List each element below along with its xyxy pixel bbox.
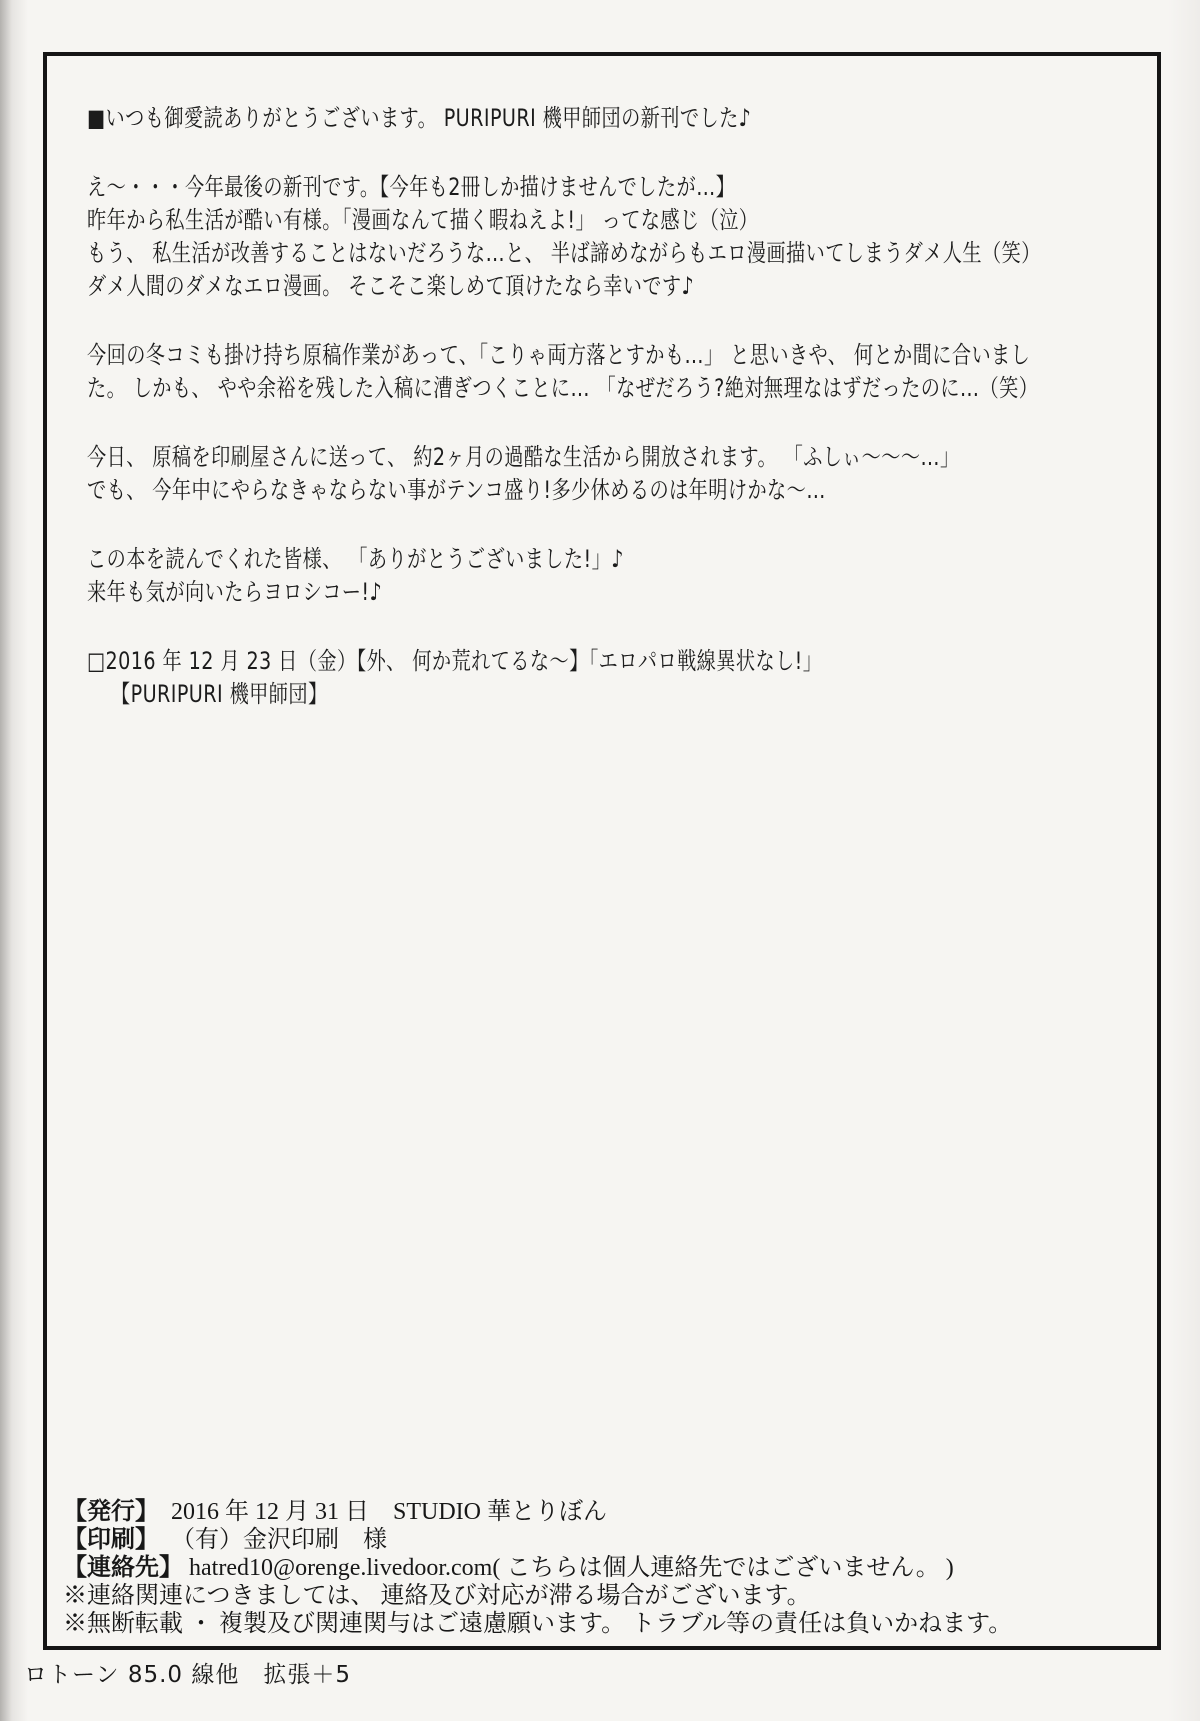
printer-row [63, 1526, 1141, 1554]
no-reproduction-note: ※無断転載 ・ 複製及び関連関与はご遠慮願います。 トラブル等の責任は負いかねます。 [63, 1611, 1013, 1637]
contact-row [63, 1554, 1141, 1582]
text-line: え〜・・・今年最後の新刊です。【今年も2冊しか描けませんでしたが…】 [87, 173, 736, 201]
afterword-paragraph-1 [87, 171, 1129, 303]
contact-email-value: hatred10@orenge.livedoor.com( こちらは個人連絡先ではございません。 ) [189, 1555, 954, 1581]
signature-paragraph [87, 645, 1129, 711]
text-line: 今日、 原稿を印刷屋さんに送って、 約2ヶ月の過酷な生活から開放されます。 「ふしぃ〜〜〜…」 [87, 443, 960, 471]
publisher-row [63, 1498, 1141, 1526]
text-line: た。 しかも、 やや余裕を残した入稿に漕ぎつくことに… 「なぜだろう?絶対無理なはずだったのに…（笑） [87, 374, 1039, 402]
afterword-paragraph-2 [87, 339, 1129, 405]
publisher-value: 2016 年 12 月 31 日 STUDIO 華とりぼん [171, 1499, 607, 1525]
text-line: もう、 私生活が改善することはないだろうな…と、 半ば諦めながらもエロ漫画描いてしまうダメ人生（笑） [87, 239, 1041, 267]
thanks-paragraph [87, 543, 1129, 609]
text-line: 今回の冬コミも掛け持ち原稿作業があって、「こりゃ両方落とすかも…」 と思いきや、 何とか間に合いまし [87, 341, 1031, 369]
circle-name-line: 【PURIPURI 機甲師団】 [111, 680, 328, 708]
text-line: 昨年から私生活が酷い有様。「漫画なんて描く暇ねえよ!」 ってな感じ（泣） [87, 206, 759, 234]
intro-line: ■いつも御愛読ありがとうございます。 PURIPURI 機甲師団の新刊でした♪ [87, 104, 752, 132]
contact-delay-note: ※連絡関連につきましては、 連絡及び対応が滞る場合がございます。 [63, 1583, 811, 1609]
tone-spec-note: ロトーン 85.0 線他 拡張＋5 [24, 1662, 352, 1688]
text-line: この本を読んでくれた皆様、 「ありがとうございました!」♪ [87, 545, 624, 573]
publisher-label: 【発行】 [63, 1499, 159, 1525]
afterword-paragraph-3 [87, 441, 1129, 507]
date-line: □2016 年 12 月 23 日（金）【外、 何か荒れてるな〜】「エロパロ戦線異状なし!」 [87, 647, 823, 675]
text-line: ダメ人間のダメなエロ漫画。 そこそこ楽しめて頂けたなら幸いです♪ [87, 272, 695, 300]
printer-label: 【印刷】 [63, 1527, 159, 1553]
colophon [63, 1498, 1141, 1638]
page-border-frame [43, 52, 1161, 1650]
contact-label: 【連絡先】 [63, 1555, 183, 1581]
intro-paragraph [87, 102, 1129, 135]
text-line: 来年も気が向いたらヨロシコー!♪ [87, 578, 383, 606]
text-line: でも、 今年中にやらなきゃならない事がテンコ盛り!多少休めるのは年明けかな〜… [87, 476, 826, 504]
printer-value: （有）金沢印刷 様 [171, 1527, 387, 1553]
